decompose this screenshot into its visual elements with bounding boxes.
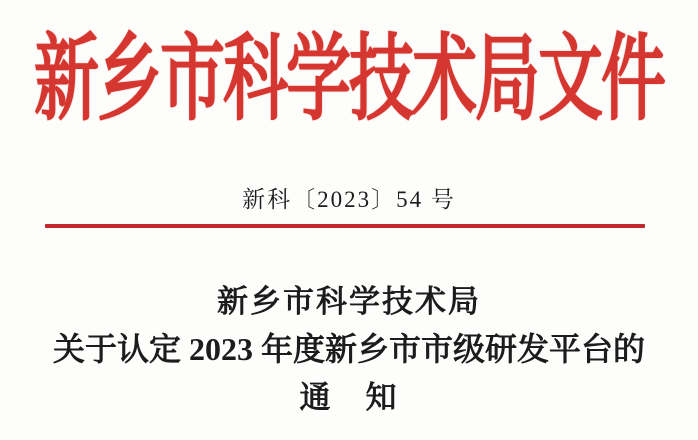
red-divider-line	[45, 224, 645, 228]
title-subject-line: 关于认定 2023 年度新乡市市级研发平台的	[52, 331, 645, 367]
title-issuer-line: 新乡市科学技术局	[217, 284, 481, 319]
document-header-title: 新乡市科学技术局文件	[33, 28, 664, 133]
document-number: 新科〔2023〕54 号	[242, 187, 456, 212]
document-title-block	[0, 286, 698, 413]
title-notice-line: 通 知	[299, 380, 399, 415]
